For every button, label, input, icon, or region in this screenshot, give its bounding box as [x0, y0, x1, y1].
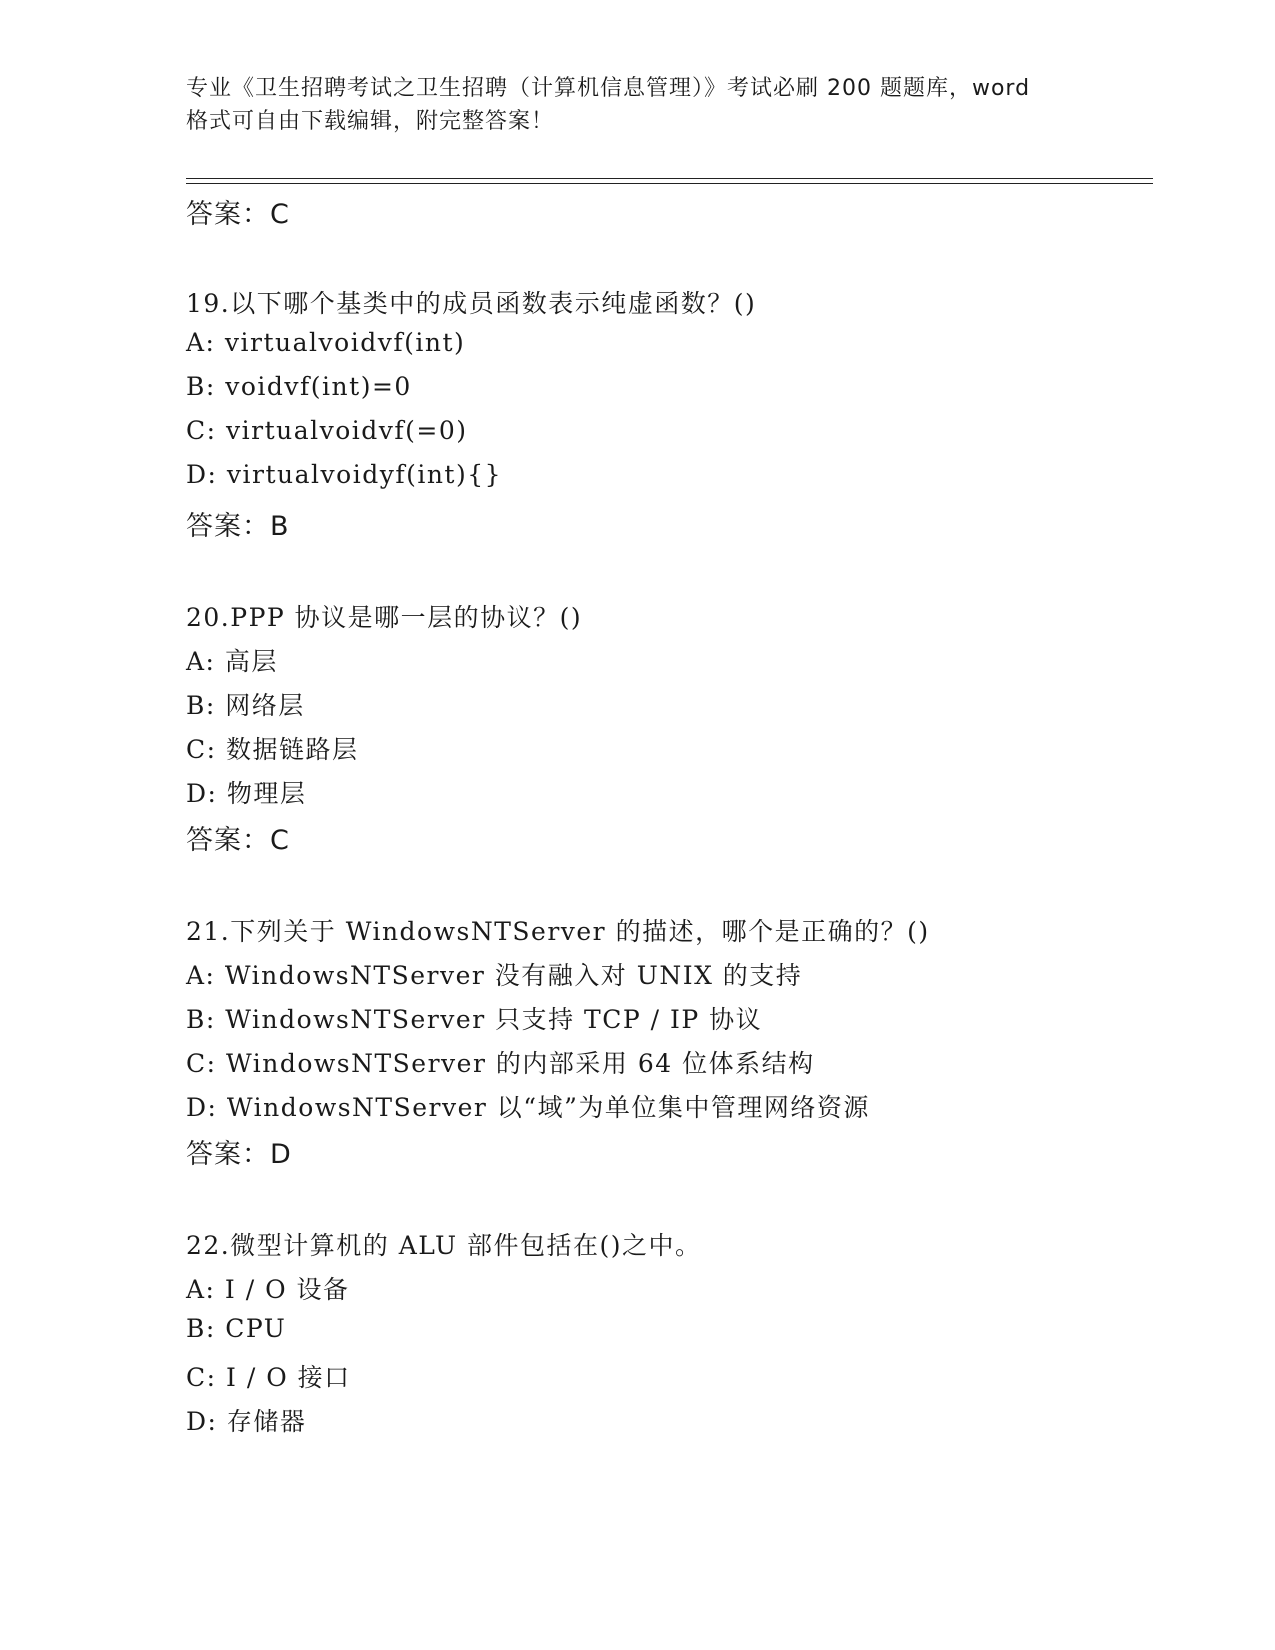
question-20-option-c: C: 数据链路层	[186, 735, 359, 764]
question-21-option-c: C: WindowsNTServer 的内部采用 64 位体系结构	[186, 1049, 815, 1078]
answer-line: 答案：C	[186, 199, 290, 230]
question-21-option-a: A: WindowsNTServer 没有融入对 UNIX 的支持	[186, 961, 803, 990]
question-19-option-d: D: virtualvoidyf(int){}	[186, 460, 503, 489]
document-header	[186, 72, 1086, 138]
question-22-option-c: C: I / O 接口	[186, 1363, 351, 1392]
question-21-answer: 答案：D	[186, 1139, 292, 1170]
header-line-1: 专业《卫生招聘考试之卫生招聘（计算机信息管理）》考试必刷 200 题题库，word	[186, 76, 1031, 101]
question-19-option-c: C: virtualvoidvf(=0)	[186, 416, 468, 445]
question-22-option-b: B: CPU	[186, 1314, 287, 1343]
question-19-answer: 答案：B	[186, 511, 290, 542]
question-20-answer: 答案：C	[186, 825, 290, 856]
question-stem-21: 21.下列关于 WindowsNTServer 的描述，哪个是正确的？()	[186, 917, 930, 946]
question-20-option-a: A: 高层	[186, 647, 278, 676]
question-22-option-d: D: 存储器	[186, 1407, 307, 1436]
question-20-option-b: B: 网络层	[186, 691, 305, 720]
question-stem-22: 22.微型计算机的 ALU 部件包括在()之中。	[186, 1231, 702, 1260]
question-19-option-b: B: voidvf(int)=0	[186, 372, 412, 401]
question-21-option-b: B: WindowsNTServer 只支持 TCP / IP 协议	[186, 1005, 763, 1034]
header-line-2: 格式可自由下载编辑，附完整答案！	[186, 109, 555, 134]
header-divider-top	[186, 178, 1153, 179]
question-20-option-d: D: 物理层	[186, 779, 307, 808]
question-stem-20: 20.PPP 协议是哪一层的协议？()	[186, 603, 583, 632]
question-21-option-d: D: WindowsNTServer 以“域”为单位集中管理网络资源	[186, 1093, 870, 1122]
question-22-option-a: A: I / O 设备	[186, 1275, 350, 1304]
question-stem-19: 19.以下哪个基类中的成员函数表示纯虚函数？()	[186, 289, 757, 318]
header-divider-bottom	[186, 183, 1153, 184]
question-19-option-a: A: virtualvoidvf(int)	[186, 328, 466, 357]
